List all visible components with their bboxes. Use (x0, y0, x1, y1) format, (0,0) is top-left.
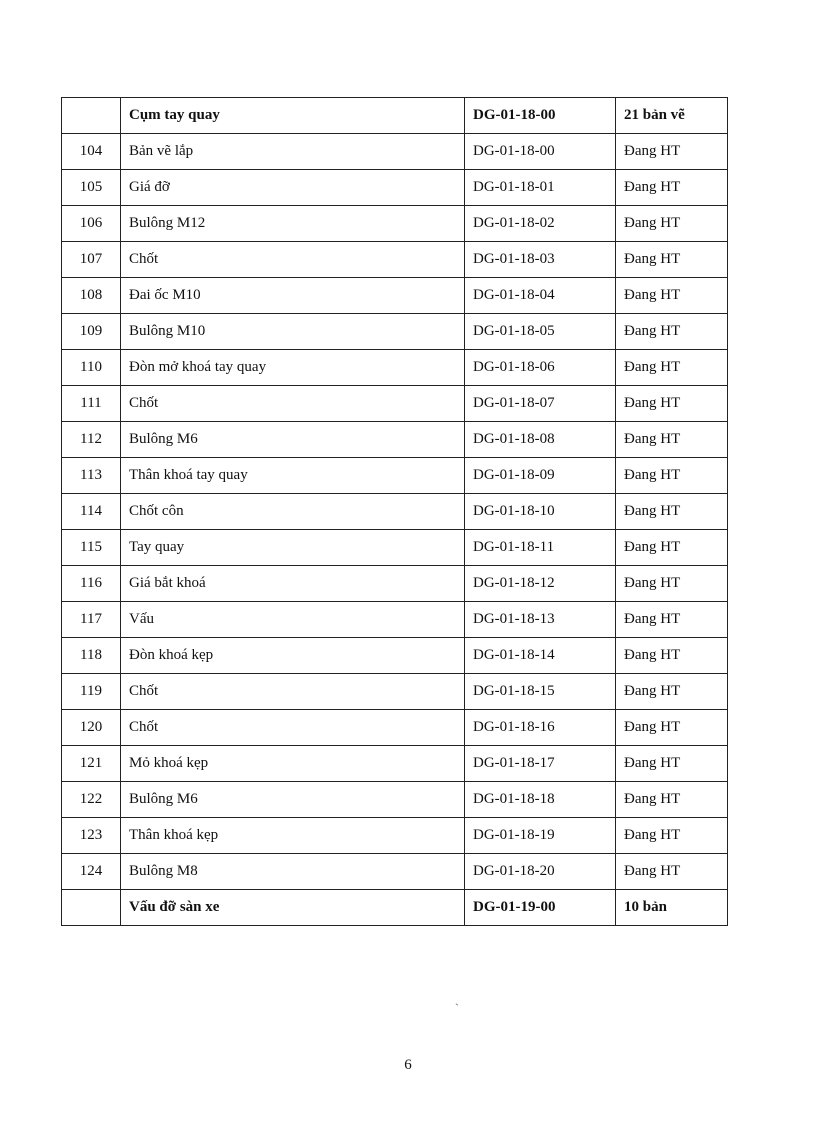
table-row (62, 710, 728, 746)
table-row (62, 458, 728, 494)
status-cell: Đang HT (616, 458, 728, 494)
part-name-cell: Vấu đỡ sàn xe (121, 890, 465, 926)
table-body (62, 98, 728, 926)
status-cell: Đang HT (616, 242, 728, 278)
part-name-cell: Cụm tay quay (121, 98, 465, 134)
row-number-cell: 110 (62, 350, 121, 386)
status-cell: Đang HT (616, 602, 728, 638)
part-name-cell: Giá bắt khoá (121, 566, 465, 602)
row-number-cell (62, 890, 121, 926)
table-row (62, 494, 728, 530)
row-number-cell: 112 (62, 422, 121, 458)
part-name-cell: Bản vẽ lắp (121, 134, 465, 170)
drawing-code-cell: DG-01-18-00 (465, 134, 616, 170)
drawing-code-cell: DG-01-18-13 (465, 602, 616, 638)
row-number-cell: 116 (62, 566, 121, 602)
drawing-code-cell: DG-01-18-19 (465, 818, 616, 854)
table-row (62, 278, 728, 314)
table-row (62, 314, 728, 350)
row-number-cell: 109 (62, 314, 121, 350)
row-number-cell: 107 (62, 242, 121, 278)
row-number-cell: 123 (62, 818, 121, 854)
status-cell: Đang HT (616, 818, 728, 854)
drawing-list-table (61, 97, 728, 926)
status-cell: Đang HT (616, 386, 728, 422)
row-number-cell: 114 (62, 494, 121, 530)
table-row (62, 206, 728, 242)
status-cell: 21 bản vẽ (616, 98, 728, 134)
status-cell: Đang HT (616, 278, 728, 314)
table-row (62, 602, 728, 638)
status-cell: Đang HT (616, 638, 728, 674)
table-row (62, 638, 728, 674)
group-header-row (62, 890, 728, 926)
status-cell: 10 bản (616, 890, 728, 926)
row-number-cell: 122 (62, 782, 121, 818)
status-cell: Đang HT (616, 530, 728, 566)
table-row (62, 782, 728, 818)
part-name-cell: Bulông M12 (121, 206, 465, 242)
status-cell: Đang HT (616, 206, 728, 242)
row-number-cell: 105 (62, 170, 121, 206)
status-cell: Đang HT (616, 746, 728, 782)
drawing-code-cell: DG-01-18-15 (465, 674, 616, 710)
drawing-code-cell: DG-01-18-20 (465, 854, 616, 890)
part-name-cell: Thân khoá kẹp (121, 818, 465, 854)
drawing-code-cell: DG-01-18-03 (465, 242, 616, 278)
part-name-cell: Đòn khoá kẹp (121, 638, 465, 674)
row-number-cell: 117 (62, 602, 121, 638)
drawing-code-cell: DG-01-18-16 (465, 710, 616, 746)
drawing-code-cell: DG-01-18-09 (465, 458, 616, 494)
row-number-cell: 120 (62, 710, 121, 746)
drawing-code-cell: DG-01-18-17 (465, 746, 616, 782)
part-name-cell: Thân khoá tay quay (121, 458, 465, 494)
table-row (62, 422, 728, 458)
drawing-code-cell: DG-01-18-06 (465, 350, 616, 386)
part-name-cell: Bulông M6 (121, 782, 465, 818)
drawing-code-cell: DG-01-18-08 (465, 422, 616, 458)
part-name-cell: Giá đỡ (121, 170, 465, 206)
drawing-code-cell: DG-01-18-01 (465, 170, 616, 206)
status-cell: Đang HT (616, 710, 728, 746)
status-cell: Đang HT (616, 674, 728, 710)
part-name-cell: Bulông M8 (121, 854, 465, 890)
table-row (62, 854, 728, 890)
status-cell: Đang HT (616, 314, 728, 350)
status-cell: Đang HT (616, 782, 728, 818)
status-cell: Đang HT (616, 566, 728, 602)
row-number-cell: 106 (62, 206, 121, 242)
drawing-code-cell: DG-01-18-14 (465, 638, 616, 674)
part-name-cell: Chốt (121, 674, 465, 710)
table-row (62, 746, 728, 782)
drawing-code-cell: DG-01-18-10 (465, 494, 616, 530)
row-number-cell: 104 (62, 134, 121, 170)
table-row (62, 674, 728, 710)
drawing-code-cell: DG-01-18-02 (465, 206, 616, 242)
scan-speck: ˎ (455, 992, 459, 1006)
page-number: 6 (404, 1057, 412, 1073)
part-name-cell: Mỏ khoá kẹp (121, 746, 465, 782)
row-number-cell: 113 (62, 458, 121, 494)
table-row (62, 530, 728, 566)
status-cell: Đang HT (616, 494, 728, 530)
status-cell: Đang HT (616, 170, 728, 206)
table-row (62, 242, 728, 278)
drawing-code-cell: DG-01-18-05 (465, 314, 616, 350)
part-name-cell: Bulông M10 (121, 314, 465, 350)
row-number-cell: 124 (62, 854, 121, 890)
part-name-cell: Chốt (121, 242, 465, 278)
status-cell: Đang HT (616, 422, 728, 458)
row-number-cell: 119 (62, 674, 121, 710)
status-cell: Đang HT (616, 134, 728, 170)
row-number-cell: 108 (62, 278, 121, 314)
part-name-cell: Đai ốc M10 (121, 278, 465, 314)
drawing-code-cell: DG-01-18-12 (465, 566, 616, 602)
table-row (62, 134, 728, 170)
row-number-cell: 115 (62, 530, 121, 566)
part-name-cell: Đòn mở khoá tay quay (121, 350, 465, 386)
part-name-cell: Chốt (121, 710, 465, 746)
status-cell: Đang HT (616, 350, 728, 386)
status-cell: Đang HT (616, 854, 728, 890)
drawing-code-cell: DG-01-18-07 (465, 386, 616, 422)
part-name-cell: Chốt côn (121, 494, 465, 530)
table-row (62, 386, 728, 422)
row-number-cell: 118 (62, 638, 121, 674)
row-number-cell: 111 (62, 386, 121, 422)
drawing-code-cell: DG-01-18-11 (465, 530, 616, 566)
table-row (62, 818, 728, 854)
part-name-cell: Chốt (121, 386, 465, 422)
group-header-row (62, 98, 728, 134)
part-name-cell: Tay quay (121, 530, 465, 566)
drawing-code-cell: DG-01-19-00 (465, 890, 616, 926)
table-row (62, 170, 728, 206)
table-row (62, 350, 728, 386)
part-name-cell: Bulông M6 (121, 422, 465, 458)
drawing-code-cell: DG-01-18-18 (465, 782, 616, 818)
drawing-code-cell: DG-01-18-04 (465, 278, 616, 314)
row-number-cell: 121 (62, 746, 121, 782)
drawing-code-cell: DG-01-18-00 (465, 98, 616, 134)
row-number-cell (62, 98, 121, 134)
table-row (62, 566, 728, 602)
part-name-cell: Vấu (121, 602, 465, 638)
